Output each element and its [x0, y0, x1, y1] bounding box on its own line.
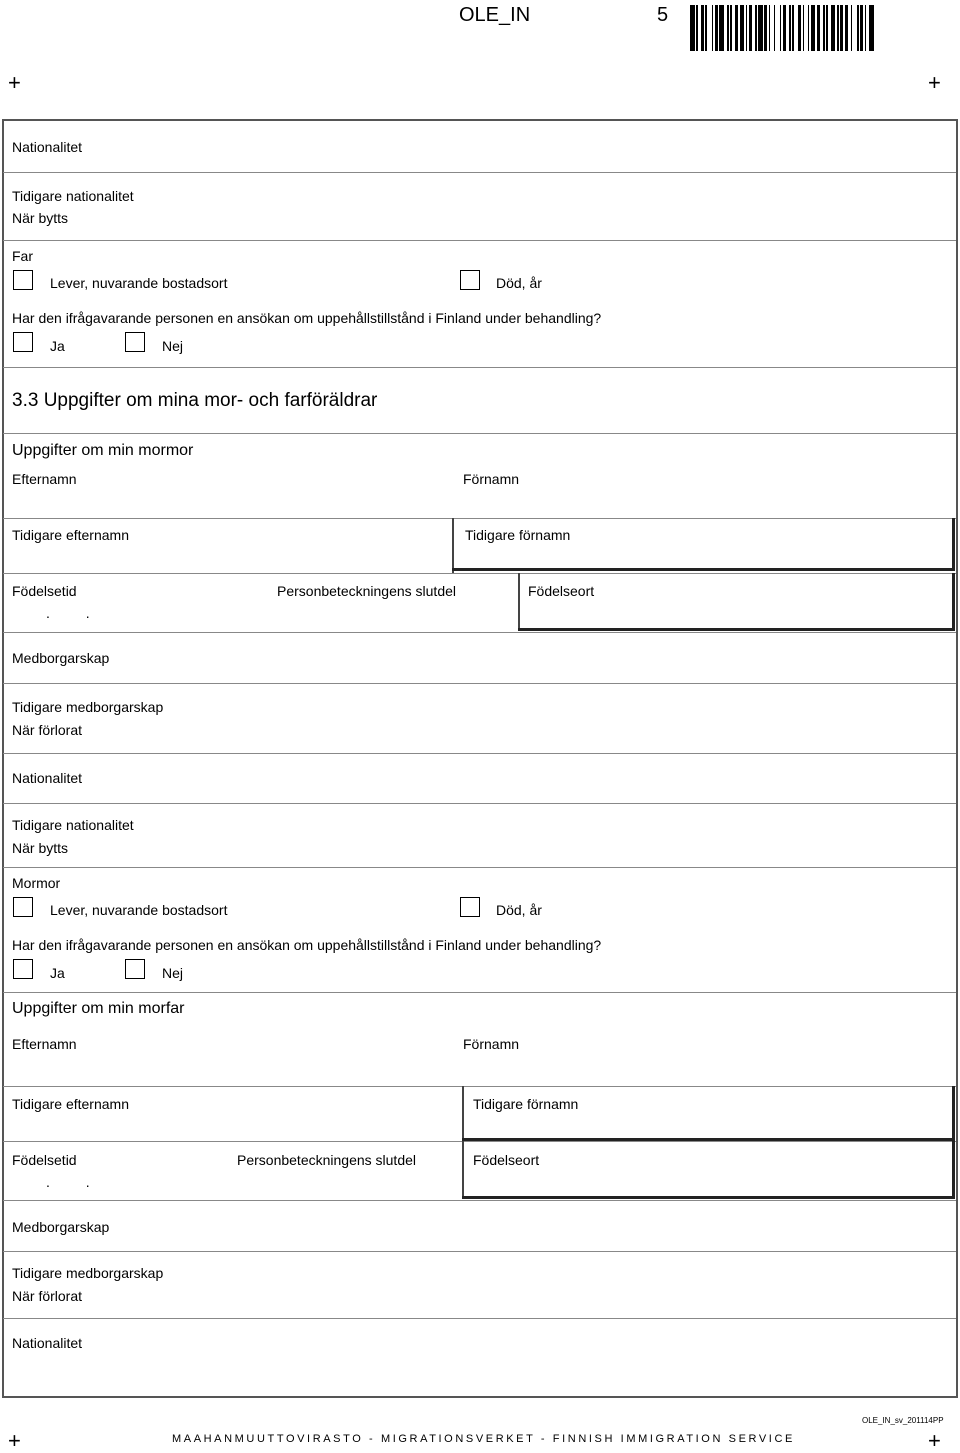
registration-mark-top-left: + — [8, 70, 21, 95]
father-heading: Far — [12, 248, 33, 264]
agency-footer: MAAHANMUUTTOVIRASTO - MIGRATIONSVERKET - FINNISH IMMIGRATION SERVICE — [172, 1433, 795, 1445]
divider — [3, 172, 956, 173]
grandmother-permit-question: Har den ifrågavarande personen en ansökan om uppehållstillstånd i Finland under behandling? — [12, 937, 602, 953]
grandmother-heading: Uppgifter om min mormor — [12, 442, 194, 459]
grandmother-dead-label: Död, år — [496, 902, 542, 918]
grandfather-pin-suffix-label: Personbeteckningens slutdel — [237, 1152, 417, 1168]
form-code: OLE_IN — [459, 4, 531, 26]
divider — [3, 240, 956, 241]
grandmother-birth-date-label: Födelsetid — [12, 583, 77, 599]
divider — [3, 867, 956, 868]
nationality-label: Nationalitet — [12, 139, 83, 155]
father-dead-label: Död, år — [496, 275, 542, 291]
grandmother-surname-label: Efternamn — [12, 471, 77, 487]
divider — [3, 992, 956, 993]
birthplace-box — [518, 573, 955, 631]
grandfather-first-name-label: Förnamn — [463, 1036, 520, 1052]
grandfather-heading: Uppgifter om min morfar — [12, 1000, 185, 1017]
grandfather-birthplace-label: Födelseort — [473, 1152, 540, 1168]
father-permit-no-label: Nej — [162, 338, 184, 354]
nationality-field[interactable] — [200, 140, 944, 162]
grandmother-permit-no-label: Nej — [162, 965, 184, 981]
previous-first-name-box — [452, 518, 955, 571]
registration-mark-bottom-right: + — [928, 1428, 941, 1453]
grandmother-nationality-label: Nationalitet — [12, 770, 83, 786]
grandfather-previous-citizenship-label: Tidigare medborgarskap — [12, 1265, 164, 1281]
grandmother-person-heading: Mormor — [12, 875, 61, 891]
divider — [3, 753, 956, 754]
grandmother-when-changed-label: När bytts — [12, 840, 69, 856]
grandfather-previous-surname-label: Tidigare efternamn — [12, 1096, 129, 1112]
grandfather-date-dots: . . — [46, 1174, 90, 1190]
registration-mark-top-right: + — [928, 70, 941, 95]
grandmother-alive-checkbox[interactable] — [13, 897, 33, 917]
grandmother-dead-checkbox[interactable] — [460, 897, 480, 917]
grandmother-permit-yes-label: Ja — [50, 965, 65, 981]
divider — [3, 1200, 956, 1201]
grandmother-birthplace-label: Födelseort — [528, 583, 595, 599]
grandfather-previous-first-name-label: Tidigare förnamn — [473, 1096, 579, 1112]
form-id: OLE_IN_sv_201114PP — [862, 1416, 944, 1425]
divider — [3, 433, 956, 434]
grandmother-previous-nationality-label: Tidigare nationalitet — [12, 817, 134, 833]
grandfather-surname-label: Efternamn — [12, 1036, 77, 1052]
father-permit-yes-label: Ja — [50, 338, 65, 354]
father-alive-label: Lever, nuvarande bostadsort — [50, 275, 228, 291]
divider — [3, 367, 956, 368]
grandmother-previous-citizenship-label: Tidigare medborgarskap — [12, 699, 164, 715]
grandfather-when-lost-label: När förlorat — [12, 1288, 83, 1304]
birthplace-box — [462, 1141, 955, 1199]
father-permit-no-checkbox[interactable] — [125, 332, 145, 352]
section-title: 3.3 Uppgifter om mina mor- och farföräldrar — [12, 390, 378, 411]
previous-nationality-label: Tidigare nationalitet — [12, 188, 134, 204]
father-dead-checkbox[interactable] — [460, 270, 480, 290]
grandmother-when-lost-label: När förlorat — [12, 722, 83, 738]
father-alive-checkbox[interactable] — [13, 270, 33, 290]
grandmother-alive-label: Lever, nuvarande bostadsort — [50, 902, 228, 918]
registration-mark-bottom-left: + — [8, 1428, 21, 1453]
barcode — [690, 5, 922, 51]
grandfather-citizenship-label: Medborgarskap — [12, 1219, 110, 1235]
grandmother-first-name-label: Förnamn — [463, 471, 520, 487]
grandmother-previous-surname-label: Tidigare efternamn — [12, 527, 129, 543]
grandmother-pin-suffix-label: Personbeteckningens slutdel — [277, 583, 457, 599]
grandmother-date-dots: . . — [46, 605, 90, 621]
grandmother-citizenship-label: Medborgarskap — [12, 650, 110, 666]
divider — [3, 1251, 956, 1252]
divider — [3, 632, 956, 633]
grandmother-permit-no-checkbox[interactable] — [125, 959, 145, 979]
grandfather-birth-date-label: Födelsetid — [12, 1152, 77, 1168]
divider — [3, 683, 956, 684]
father-permit-question: Har den ifrågavarande personen en ansökan om uppehållstillstånd i Finland under behandling? — [12, 310, 602, 326]
previous-first-name-box — [462, 1086, 955, 1141]
divider — [3, 1318, 956, 1319]
when-changed-label: När bytts — [12, 210, 69, 226]
divider — [3, 803, 956, 804]
father-permit-yes-checkbox[interactable] — [13, 332, 33, 352]
grandfather-nationality-label: Nationalitet — [12, 1335, 83, 1351]
barcode-bar — [869, 5, 874, 51]
grandmother-permit-yes-checkbox[interactable] — [13, 959, 33, 979]
page-number: 5 — [657, 4, 669, 26]
grandmother-previous-first-name-label: Tidigare förnamn — [465, 527, 571, 543]
